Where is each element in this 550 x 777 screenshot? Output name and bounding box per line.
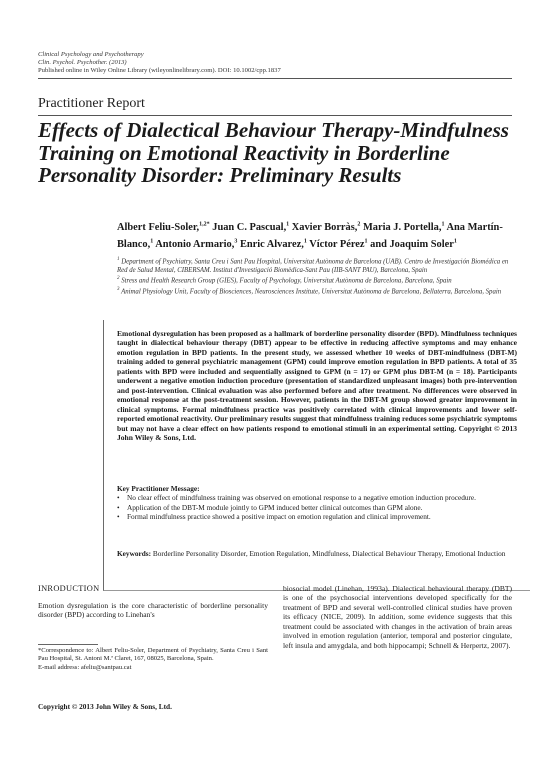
journal-name: Clinical Psychology and Psychotherapy	[38, 51, 144, 58]
header-rule	[38, 78, 512, 79]
copyright-notice: Copyright © 2013 John Wiley & Sons, Ltd.	[38, 702, 172, 711]
kpm-item: • Formal mindfulness practice showed a positive impact on emotion regulation and clinical improvement.	[117, 512, 517, 521]
abstract: Emotional dysregulation has been proposed as a hallmark of borderline personality disorder (BPD). Mindfulness techniques taught in dialectical behaviour therapy (DBT) appear to be effective in reducing affective symptoms and may enhance emotion regulation in BPD patients. In the present study, we assessed whether 10 weeks of DBT-mindfulness (DBT-M) training added to general psychiatric management (GPM) could improve emotion regulation in BPD patients. A total of 35 patients with BPD were included and sequentially assigned to GPM (n = 17) or GPM plus DBT-M (n = 18). Participants underwent a negative emotion induction procedure (presentation of standardized unpleasant images) both pre-intervention and post-intervention. Clinical evaluation was also performed before and after treatment. No differences were observed in emotional response at the post-treatment session. However, patients in the DBT-M group showed greater improvement in clinical symptoms. Formal mindfulness practice was positively correlated with clinical improvements and lower self-reported emotional reactivity. Our preliminary results suggest that mindfulness training reduces some psychiatric symptoms but may not have a clear effect on how patients respond to emotional stimuli in an experimental setting. Copyright © 2013 John Wiley & Sons, Ltd.	[117, 329, 517, 442]
author: Enric Alvarez,$^1$	[239, 238, 307, 250]
author: Xavier Borràs,$^2$	[291, 222, 361, 234]
footnote-rule	[38, 644, 98, 645]
affiliation: $^1$ Department of Psychiatry, Santa Creu i Sant Pau Hospital, Universitat Autònoma de Barcelona (UAB). Centro de Investigación Biomédica en Red de Salud Mental, CIBERSAM. Institut d'Investigació Biomèdica-Sant Pau (IIB-SANT PAU), Barcelona, Spain	[117, 257, 509, 274]
introduction-heading: INRODUCTION	[38, 584, 100, 593]
publication-info: Published online in Wiley Online Library (wileyonlinelibrary.com). DOI: 10.1002/cpp.1837	[38, 67, 281, 75]
keywords	[117, 549, 517, 558]
author: and Joaquim Soler$^1$	[370, 238, 457, 250]
author: Albert Feliu-Soler,$^{1,2*}$	[117, 222, 210, 234]
affiliations	[117, 256, 517, 297]
author: Víctor Pérez$^1$	[309, 238, 368, 250]
keywords-label: Keywords:	[117, 549, 152, 558]
correspondence-text: *Correspondence to: Albert Feliu-Soler, Department of Psychiatry, Santa Creu i Sant Pau Hospital, St. Antoni M.ª Claret, 167, 08025, Barcelona, Spain.	[38, 647, 268, 663]
kpm-item: • No clear effect of mindfulness training was observed on emotional response to a negative emotion induction procedure.	[117, 493, 517, 502]
author: Antonio Armario,$^3$	[155, 238, 238, 250]
intro-right-paragraph: biosocial model (Linehan, 1993a). Dialectical behavioural therapy (DBT) is one of the psychosocial interventions developed specifically for the treatment of BPD and several well-controlled clinical studies have proven its efficacy (NICE, 2009). In addition, some evidence suggests that this treatment could be associated with changes in the activation of brain areas involved in emotion regulation (anterior, temporal and posterior cingulate, left insula and amygdala, and both hippocampi; Schnell & Herpertz, 2007).	[283, 584, 512, 650]
author: Ana Martín-Blanco,$^1$	[117, 222, 503, 250]
author: Maria J. Portella,$^1$	[363, 222, 445, 234]
kpm-title: Key Practitioner Message:	[117, 484, 200, 493]
journal-header	[38, 51, 281, 76]
key-practitioner-message	[117, 484, 517, 521]
affiliation: $^2$ Stress and Health Research Group (GIES), Faculty of Psychology, Universitat Autònoma de Barcelona, Barcelona, Spain	[117, 276, 452, 285]
kpm-list	[117, 493, 517, 521]
author-list	[117, 219, 517, 251]
correspondence-footnote	[38, 647, 268, 672]
email-address: E-mail address: afeliu@santpau.cat	[38, 663, 132, 671]
kpm-item: • Application of the DBT-M module jointly to GPM induced better clinical outcomes than GPM alone.	[117, 503, 517, 512]
author: Juan C. Pascual,$^1$	[212, 222, 290, 234]
article-type: Practitioner Report	[38, 96, 145, 111]
title-rule	[38, 115, 512, 116]
article-title: Effects of Dialectical Behaviour Therapy-Mindfulness Training on Emotional Reactivity in Borderline Personality Disorder: Preliminary Results	[38, 118, 509, 187]
keywords-text: Borderline Personality Disorder, Emotion Regulation, Mindfulness, Dialectical Behaviour Therapy, Emotional Induction	[152, 549, 506, 558]
intro-left-paragraph: Emotion dysregulation is the core characteristic of borderline personality disorder (BPD) according to Linehan's	[38, 601, 268, 620]
journal-citation: Clin. Psychol. Psychother. (2013)	[38, 59, 127, 67]
affiliation: $^3$ Animal Physiology Unit, Faculty of Biosciences, Neurosciences Institute, Universitat Autònoma de Barcelona, Bellaterra, Barcelona, Spain	[117, 287, 502, 296]
